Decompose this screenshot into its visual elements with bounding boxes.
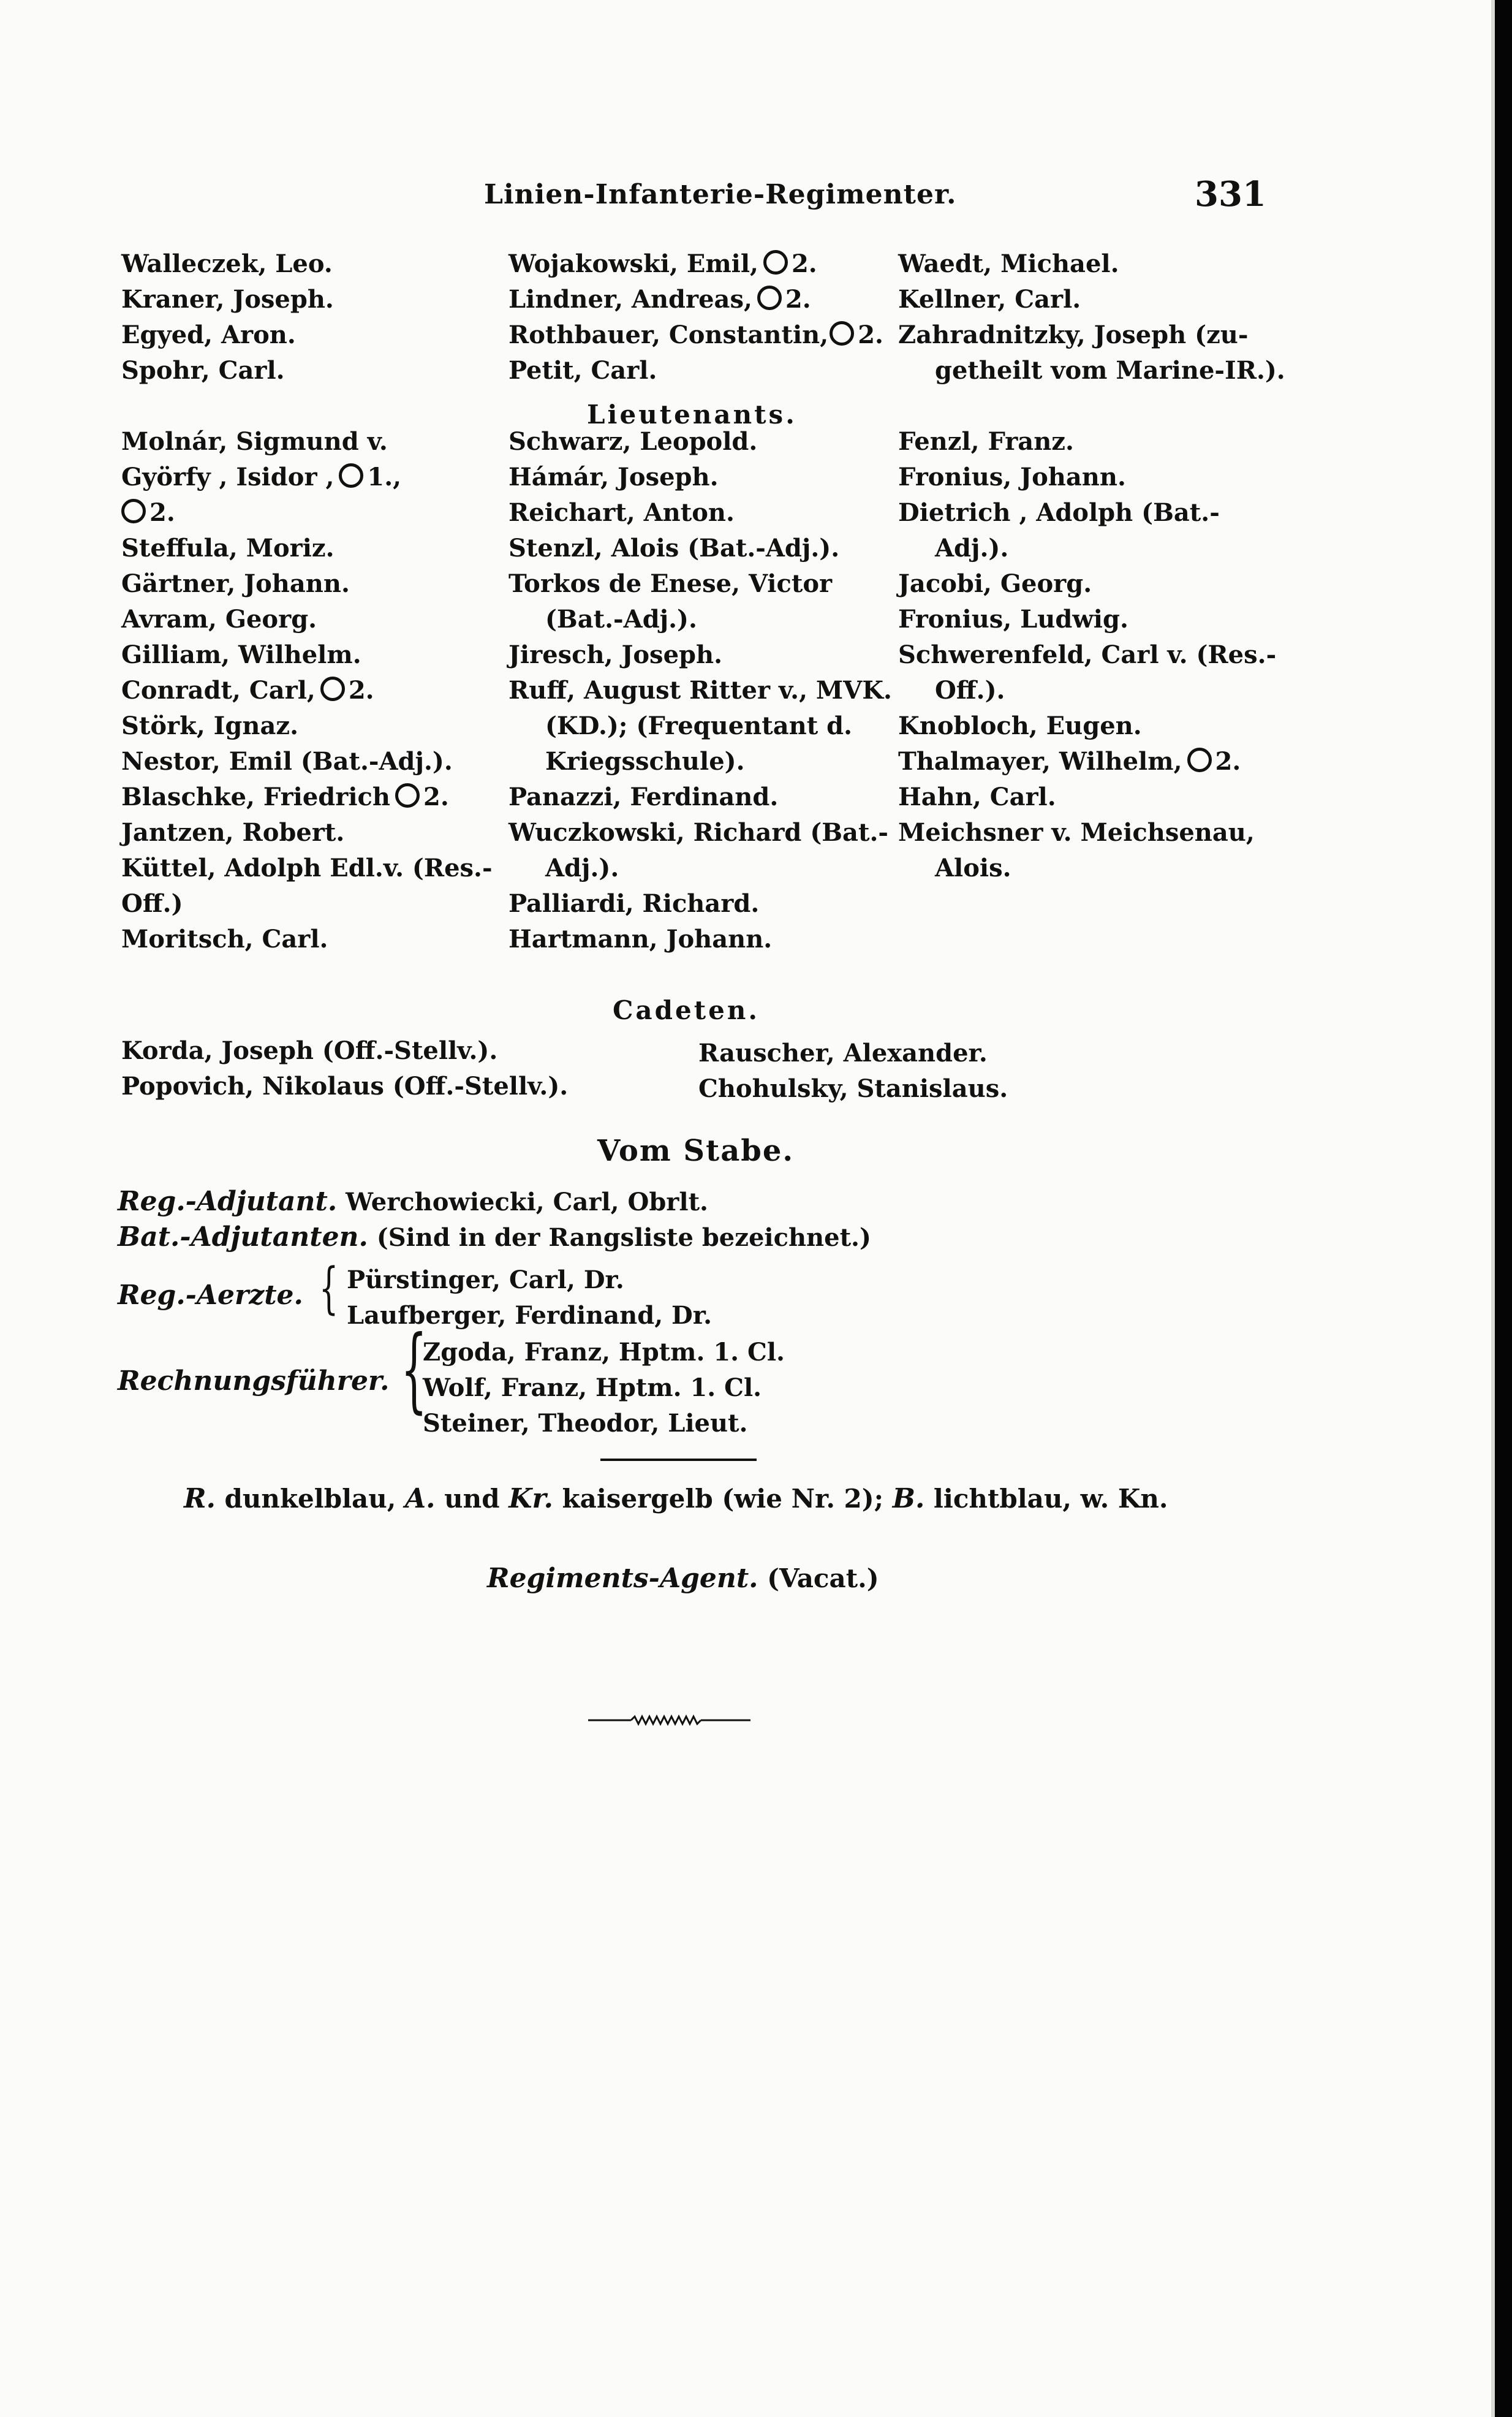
list-item: Walleczek, Leo. — [121, 249, 333, 278]
running-header: Linien-Infanterie-Regimenter. — [484, 179, 957, 210]
list-item: Laufberger, Ferdinand, Dr. — [347, 1301, 713, 1330]
list-item: Hahn, Carl. — [898, 783, 1056, 811]
reg-adjutant-line — [118, 1186, 708, 1217]
list-item: Popovich, Nikolaus (Off.-Stellv.). — [121, 1072, 569, 1101]
list-item: Reichart, Anton. — [508, 498, 735, 527]
list-item: Rothbauer, Constantin, 2. — [508, 321, 883, 349]
cadeten-right — [698, 1036, 1008, 1107]
page-number: 331 — [1195, 174, 1266, 214]
list-item: Meichsner v. Meichsenau, — [898, 818, 1255, 847]
list-item: Gärtner, Johann. — [121, 569, 350, 598]
list-item: Panazzi, Ferdinand. — [508, 783, 779, 811]
list-item: Moritsch, Carl. — [121, 925, 328, 954]
list-item: Blaschke, Friedrich 2. — [121, 783, 449, 811]
list-item: Hartmann, Johann. — [508, 925, 773, 954]
column-left — [121, 246, 493, 957]
list-item: Störk, Ignaz. — [121, 711, 299, 740]
reg-aerzte-label: Reg.-Aerzte. — [118, 1280, 303, 1311]
column-right — [898, 246, 1285, 886]
regiments-agent-label: Regiments-Agent. — [487, 1563, 758, 1594]
list-item: Steiner, Theodor, Lieut. — [423, 1409, 748, 1438]
list-item: Lindner, Andreas, 2. — [508, 285, 811, 314]
section-heading-cadeten: Cadeten. — [613, 995, 760, 1025]
scan-border — [1495, 0, 1512, 2417]
list-item-cont: (KD.); (Frequentant d. — [545, 711, 852, 740]
list-item: Fenzl, Franz. — [898, 427, 1074, 456]
order-circle-icon — [830, 321, 854, 346]
list-item: Wolf, Franz, Hptm. 1. Cl. — [423, 1373, 762, 1402]
section-heading-stabe: Vom Stabe. — [597, 1134, 795, 1168]
list-item: Hámár, Joseph. — [508, 463, 719, 491]
list-item-cont: Kriegsschule). — [545, 747, 745, 776]
list-item: Ruff, August Ritter v., MVK. — [508, 676, 892, 705]
section-heading-lieutenants: Lieutenants. — [587, 400, 797, 430]
regiments-agent-line — [487, 1563, 879, 1594]
list-item-cont: Adj.). — [545, 854, 619, 882]
list-item: Rauscher, Alexander. — [698, 1039, 988, 1068]
list-item: Zgoda, Franz, Hptm. 1. Cl. — [423, 1338, 785, 1367]
list-item: Jantzen, Robert. — [121, 818, 345, 847]
list-item: Thalmayer, Wilhelm, 2. — [898, 747, 1241, 776]
column-middle — [508, 246, 892, 957]
order-circle-icon — [757, 286, 782, 310]
order-circle-icon — [763, 250, 788, 275]
list-item: Nestor, Emil (Bat.-Adj.). — [121, 747, 453, 776]
list-item: Torkos de Enese, Victor — [508, 569, 833, 598]
list-item-cont: Adj.). — [935, 534, 1009, 563]
list-item: Küttel, Adolph Edl.v. (Res.- — [121, 854, 493, 882]
list-item: Knobloch, Eugen. — [898, 711, 1142, 740]
list-item: Kellner, Carl. — [898, 285, 1081, 314]
list-item: Zahradnitzky, Joseph (zu- — [898, 321, 1249, 349]
list-item: Chohulsky, Stanislaus. — [698, 1074, 1008, 1103]
list-item: Kraner, Joseph. — [121, 285, 334, 314]
list-item-cont: (Bat.-Adj.). — [545, 605, 697, 634]
list-item: Conradt, Carl, 2. — [121, 676, 374, 705]
list-item: Jacobi, Georg. — [898, 569, 1092, 598]
list-item-cont: Alois. — [935, 854, 1011, 882]
order-circle-icon — [121, 499, 146, 523]
list-item: Egyed, Aron. — [121, 321, 296, 349]
uniform-colors-line: R. dunkelblau, A. und Kr. kaisergelb (wie Nr. 2); B. lichtblau, w. Kn. — [184, 1483, 1168, 1514]
list-item: Wojakowski, Emil, 2. — [508, 249, 817, 278]
bat-adjutant-line — [118, 1221, 871, 1253]
list-item: Fronius, Ludwig. — [898, 605, 1128, 634]
reg-adjutant-value: Werchowiecki, Carl, Obrlt. — [346, 1188, 708, 1216]
divider-rule — [600, 1459, 757, 1461]
list-item: Dietrich , Adolph (Bat.- — [898, 498, 1220, 527]
reg-adjutant-label: Reg.-Adjutant. — [118, 1186, 338, 1217]
list-item: Korda, Joseph (Off.-Stellv.). — [121, 1036, 498, 1065]
order-circle-icon — [1187, 748, 1212, 772]
list-item: Molnár, Sigmund v. — [121, 427, 388, 456]
bat-adjutant-label: Bat.-Adjutanten. — [118, 1221, 368, 1253]
list-item: Jiresch, Joseph. — [508, 640, 723, 669]
list-item: Avram, Georg. — [121, 605, 317, 634]
list-item-cont: getheilt vom Marine-IR.). — [935, 356, 1285, 385]
list-item: Schwerenfeld, Carl v. (Res.- — [898, 640, 1277, 669]
list-item: Waedt, Michael. — [898, 249, 1119, 278]
rechnungsfuehrer-label: Rechnungsführer. — [118, 1365, 390, 1397]
order-circle-icon — [395, 783, 420, 808]
list-item: Pürstinger, Carl, Dr. — [347, 1265, 624, 1294]
regiments-agent-value: (Vacat.) — [758, 1563, 879, 1593]
order-circle-icon — [320, 677, 345, 701]
cadeten-left — [121, 1033, 568, 1104]
brace-icon: { — [319, 1256, 339, 1321]
list-item-cont: Off.). — [935, 676, 1005, 705]
list-item: Schwarz, Leopold. — [508, 427, 758, 456]
brace-icon: { — [401, 1316, 428, 1423]
list-item: Stenzl, Alois (Bat.-Adj.). — [508, 534, 840, 563]
list-item: Palliardi, Richard. — [508, 889, 760, 918]
list-item: Gilliam, Wilhelm. — [121, 640, 361, 669]
list-item: Petit, Carl. — [508, 356, 657, 385]
list-item: Wuczkowski, Richard (Bat.- — [508, 818, 888, 847]
list-item-cont: Off.) — [121, 889, 183, 918]
list-item: Steffula, Moriz. — [121, 534, 335, 563]
order-circle-icon — [339, 463, 363, 488]
bat-adjutant-value: (Sind in der Rangsliste bezeichnet.) — [376, 1223, 871, 1252]
list-item: Györfy , Isidor , 1., — [121, 463, 402, 491]
ornament-flourish-icon — [588, 1713, 750, 1728]
list-item-cont: 2. — [121, 495, 483, 531]
list-item: Spohr, Carl. — [121, 356, 285, 385]
list-item: Fronius, Johann. — [898, 463, 1126, 491]
rechnungsfuehrer-list — [423, 1335, 785, 1441]
